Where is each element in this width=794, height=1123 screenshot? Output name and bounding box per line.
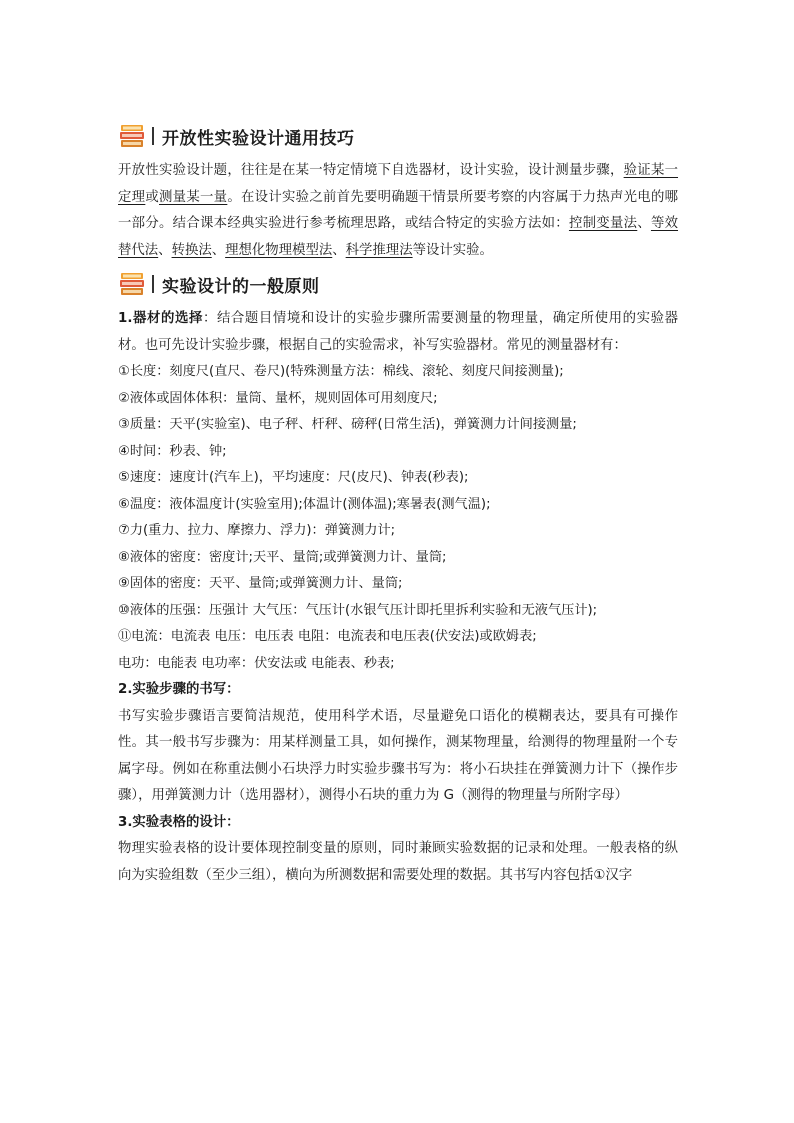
books-icon	[118, 122, 146, 150]
document-page	[118, 120, 678, 889]
list-item: 电功：电能表 电功率：伏安法或 电能表、秒表;	[118, 655, 395, 671]
underlined-term: 控制变量法	[568, 216, 638, 231]
list-item: ⑧液体的密度：密度计;天平、量筒;或弹簧测力计、量筒;	[118, 549, 447, 565]
list-item: ①长度：刻度尺(直尺、卷尺)(特殊测量方法：棉线、滚轮、刻度尺间接测量);	[118, 364, 564, 379]
text-run: 、	[332, 242, 346, 258]
list-item: ⑪电流：电流表 电压：电压表 电阻：电流表和电压表(伏安法)或欧姆表;	[118, 629, 537, 644]
text-run: 开放性实验设计题，往往是在某一特定情境下自选器材，设计实验，设计测量步骤，	[118, 163, 624, 178]
text-run: 、	[158, 242, 172, 258]
list-item: ④时间：秒表、钟;	[118, 443, 227, 459]
section-heading	[118, 268, 678, 300]
section-title: 开放性实验设计通用技巧	[162, 128, 355, 149]
text-run: 、	[637, 216, 651, 231]
underlined-term: 测量某一量	[159, 189, 228, 205]
text-run: 。在设计实验之前首先要明确题干情景所要考察的内容属于力热声光电的哪一部分。结合课本经典实验进行参考梳理思路，或结合特定的实验方法如：	[118, 189, 679, 231]
subheading: 3.实验表格的设计：	[118, 814, 240, 830]
steps-paragraph: 书写实验步骤语言要简洁规范，使用科学术语，尽量避免口语化的模糊表达，要具有可操作性。其一般书写步骤为：用某样测量工具，如何操作，测某物理量，给测得的物理量附一个专属字母。例如在称重法侧小石块浮力时实验步骤书写为：将小石块挂在弹簧测力计下（操作步骤），用弹簧测力计（选用器材），测得小石块的重力为 G（测得的物理量与所附字母）	[118, 708, 678, 803]
text-run: 或	[145, 189, 160, 205]
text-run: 、	[211, 242, 226, 258]
section-heading	[118, 120, 678, 152]
intro-paragraph	[118, 158, 678, 264]
underlined-term: 验证某一定理	[118, 163, 679, 205]
list-item: ⑤速度：速度计(汽车上)，平均速度：尺(皮尺)、钟表(秒表);	[118, 470, 469, 485]
text-run: ：结合题目情境和设计的实验步骤所需要测量的物理量，确定所使用的实验器材。也可先设计实验步骤，根据自己的实验需求，补写实验器材。常见的测量器材有：	[118, 311, 678, 353]
underlined-term: 理想化物理模型法	[225, 242, 333, 258]
equipment-paragraph	[118, 306, 678, 359]
list-item: ⑨固体的密度：天平、量筒;或弹簧测力计、量筒;	[118, 576, 403, 591]
text-run: 等设计实验。	[412, 242, 493, 258]
books-icon	[118, 270, 146, 298]
subheading-label: 1.器材的选择	[118, 311, 203, 326]
list-item: ②液体或固体体积：量筒、量杯，规则固体可用刻度尺;	[118, 390, 438, 406]
list-item: ③质量：天平(实验室)、电子秤、杆秤、磅秤(日常生活)，弹簧测力计间接测量;	[118, 417, 577, 432]
underlined-term: 转换法	[171, 242, 212, 258]
list-item: ⑩液体的压强：压强计 大气压：气压计(水银气压计即托里拆利实验和无液气压计);	[118, 602, 598, 618]
list-item: ⑦力(重力、拉力、摩擦力、浮力)：弹簧测力计;	[118, 523, 396, 538]
instrument-list	[118, 359, 678, 677]
underlined-term: 等效替代法	[118, 216, 679, 258]
list-item: ⑥温度：液体温度计(实验室用);体温计(测体温);寒暑表(测气温);	[118, 496, 491, 512]
section-title: 实验设计的一般原则	[162, 276, 320, 297]
subheading: 2.实验步骤的书写：	[118, 682, 240, 697]
heading-bar	[152, 127, 154, 145]
table-paragraph: 物理实验表格的设计要体现控制变量的原则，同时兼顾实验数据的记录和处理。一般表格的纵向为实验组数（至少三组），横向为所测数据和需要处理的数据。其书写内容包括①汉字	[118, 841, 678, 883]
heading-bar	[152, 275, 154, 293]
underlined-term: 科学推理法	[345, 242, 413, 258]
